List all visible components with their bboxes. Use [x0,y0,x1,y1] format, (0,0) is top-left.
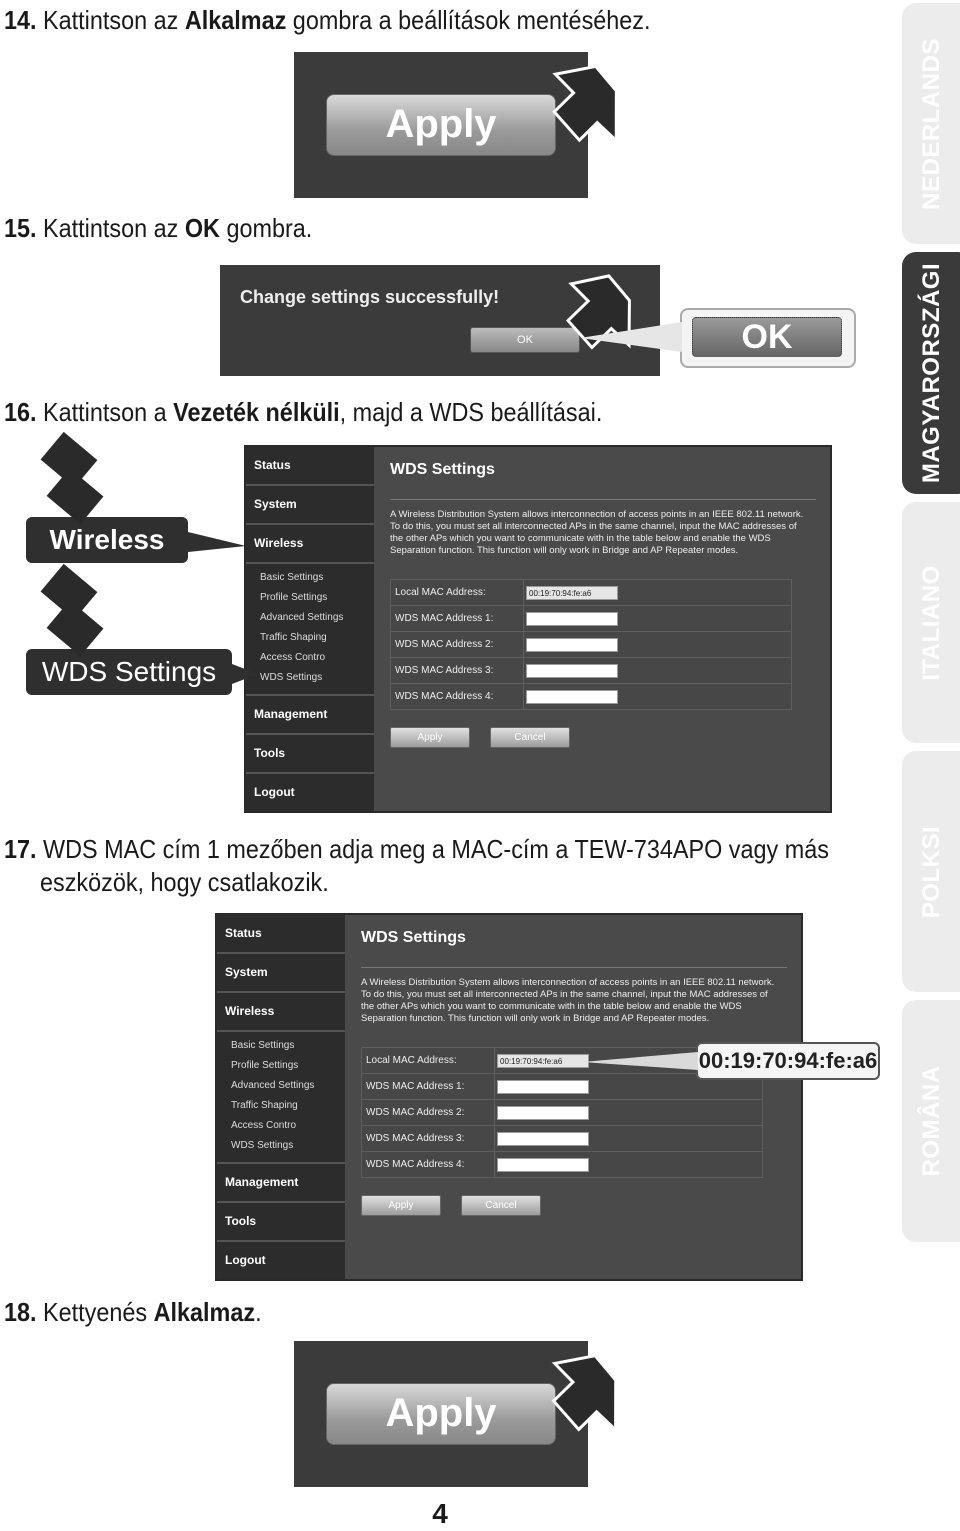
tab-label: ROMÂNA [918,1065,945,1177]
nav-logout[interactable]: Logout [246,774,374,813]
step-number: 15. [4,213,37,243]
nav-tools[interactable]: Tools [217,1203,345,1242]
nav-sub-wds[interactable]: WDS Settings [231,1140,294,1151]
step-text: Kattintson a [43,397,174,427]
tab-label: MAGYARORSZÁGI [918,262,945,484]
apply-button[interactable]: Apply [326,94,556,156]
row-label: Local MAC Address: [391,580,524,605]
nav-sub-basic[interactable]: Basic Settings [260,572,324,583]
nav-system[interactable]: System [246,486,374,525]
row-label: WDS MAC Address 2: [362,1100,495,1125]
wireless-callout: Wireless [26,517,188,563]
row-label: WDS MAC Address 2: [391,632,524,657]
mac-address-callout: 00:19:70:94:fe:a6 [696,1042,880,1080]
nav-sub-access[interactable]: Access Contro [231,1120,297,1131]
row-label: Local MAC Address: [362,1048,495,1073]
nav-wireless[interactable]: Wireless [217,993,345,1032]
arrow-icon [551,262,651,365]
tab-label: ITALIANO [918,564,945,681]
tab-label: POLKSI [918,825,945,918]
tab-label: NEDERLANDS [918,37,945,210]
nav-wireless[interactable]: Wireless [246,525,374,564]
nav-sub-wds[interactable]: WDS Settings [260,672,323,683]
arrow-icon [536,51,641,159]
step-text: gombra a beállítások mentéséhez. [286,5,651,35]
page-title: WDS Settings [390,461,495,478]
row-label: WDS MAC Address 1: [391,606,524,631]
apply-button[interactable]: Apply [326,1383,556,1445]
step-text: , majd a WDS beállításai. [339,397,603,427]
step-text: Kattintson az [43,213,185,243]
description: A Wireless Distribution System allows interconnection of access points in an IEEE 802.11 network. To do this, you must set all interconnected APs in the same channel, input the MAC addresses of the other APs which you want to communicate with in the table below and enable the WDS Separation function. This function will only work in Bridge and AP Repeater modes. [390,509,804,556]
router-apply-button[interactable]: Apply [361,1195,441,1216]
nav-sub-access[interactable]: Access Contro [260,652,326,663]
step-bold: Alkalmaz [153,1297,256,1327]
row-label: WDS MAC Address 1: [362,1074,495,1099]
step-bold: Alkalmaz [184,5,287,35]
step-bold: Vezeték nélküli [173,397,340,427]
arrow-icon [25,432,119,524]
nav-sub-traffic[interactable]: Traffic Shaping [231,1100,298,1111]
local-mac-field: 00:19:70:94:fe:a6 [526,586,618,600]
nav-status[interactable]: Status [246,447,374,486]
description: A Wireless Distribution System allows interconnection of access points in an IEEE 802.11 network. To do this, you must set all interconnected APs in the same channel, input the MAC addresses of the other APs which you want to communicate with in the table below and enable the WDS Separation function. This function will only work in Bridge and AP Repeater modes. [361,977,775,1024]
step-number: 17. [4,834,37,864]
ok-button-zoomed[interactable]: OK [692,317,842,357]
arrow-icon [536,1340,641,1448]
nav-sub-profile[interactable]: Profile Settings [231,1060,299,1071]
step-number: 16. [4,397,37,427]
page-number: 4 [432,1498,448,1529]
step-number: 18. [4,1297,37,1327]
router-apply-button[interactable]: Apply [390,727,470,748]
step-text: . [255,1297,262,1327]
nav-sub-advanced[interactable]: Advanced Settings [260,612,344,623]
router-cancel-button[interactable]: Cancel [490,727,570,748]
page-title: WDS Settings [361,929,466,946]
nav-management[interactable]: Management [217,1164,345,1203]
step-17-line2: eszközök, hogy csatlakozik. [40,867,329,897]
row-label: WDS MAC Address 3: [391,658,524,683]
pointer-icon [582,1052,698,1070]
router-cancel-button[interactable]: Cancel [461,1195,541,1216]
step-bold: OK [184,213,220,243]
nav-status[interactable]: Status [217,915,345,954]
nav-management[interactable]: Management [246,696,374,735]
nav-sub-advanced[interactable]: Advanced Settings [231,1080,315,1091]
callout-tail-icon [188,532,246,552]
wds-settings-callout: WDS Settings [26,649,232,695]
success-message: Change settings successfully! [240,287,500,307]
step-number: 14. [4,5,37,35]
nav-sub-profile[interactable]: Profile Settings [260,592,328,603]
step-text: gombra. [219,213,313,243]
row-label: WDS MAC Address 3: [362,1126,495,1151]
callout-tail-icon [232,664,258,684]
row-label: WDS MAC Address 4: [362,1152,495,1177]
ok-button[interactable]: OK [470,327,580,353]
step-text: Kattintson az [43,5,185,35]
step-text: Kettyenés [43,1297,154,1327]
nav-sub-traffic[interactable]: Traffic Shaping [260,632,327,643]
step-text: WDS MAC cím 1 mezőben adja meg a MAC-cím a TEW-734APO vagy más [43,834,829,864]
nav-system[interactable]: System [217,954,345,993]
nav-logout[interactable]: Logout [217,1242,345,1281]
nav-tools[interactable]: Tools [246,735,374,774]
row-label: WDS MAC Address 4: [391,684,524,709]
local-mac-field: 00:19:70:94:fe:a6 [497,1054,589,1068]
arrow-icon [25,564,119,656]
nav-sub-basic[interactable]: Basic Settings [231,1040,295,1051]
